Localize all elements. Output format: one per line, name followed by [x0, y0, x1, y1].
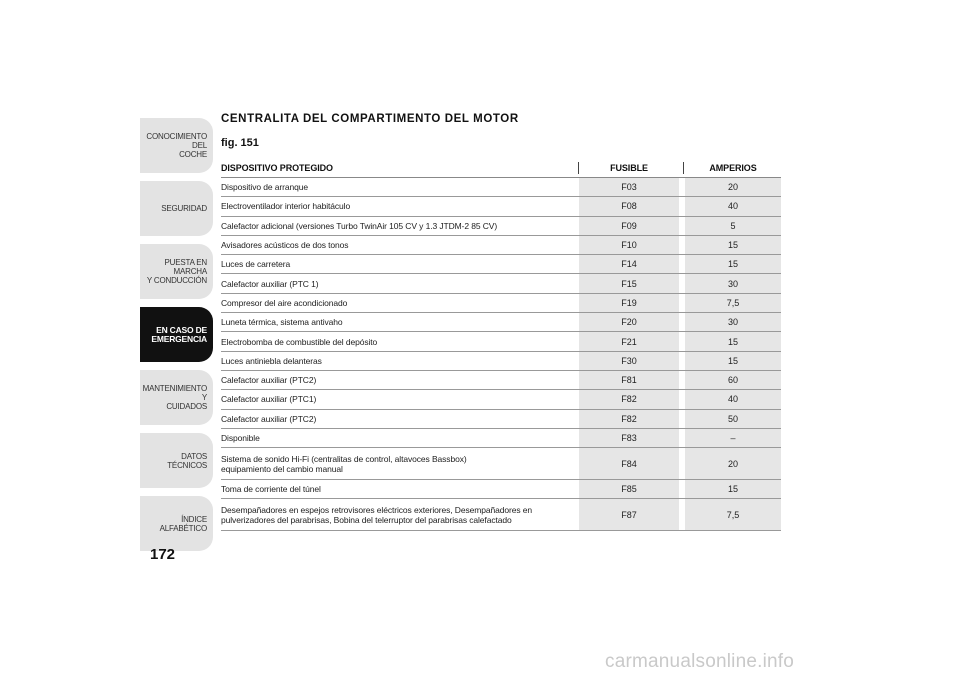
watermark: carmanualsonline.info — [605, 651, 795, 672]
amperes-cell-text: 7,5 — [726, 297, 740, 308]
fuse-cell-text: F30 — [621, 355, 637, 366]
header-fuse: FUSIBLE — [610, 163, 648, 173]
fuse-cell-text: F85 — [621, 484, 637, 495]
device-cell-text: Compresor del aire acondicionado — [221, 297, 348, 308]
device-cell-text: Dispositivo de arranque — [221, 182, 309, 193]
amperes-cell — [685, 294, 781, 312]
fuse-cell-text: F15 — [621, 278, 637, 289]
device-cell-text: Sistema de sonido Hi-Fi (centralitas de control, altavoces Bassbox) equipamiento del cambio manual — [221, 453, 467, 474]
fuse-table — [221, 160, 781, 531]
device-cell-text: Calefactor auxiliar (PTC 1) — [221, 278, 319, 289]
side-tab[interactable] — [140, 370, 213, 425]
table-row — [221, 448, 781, 480]
table-row — [221, 410, 781, 429]
table-row — [221, 371, 781, 390]
amperes-cell-text: 5 — [730, 220, 736, 231]
side-tab-label: SEGURIDAD — [161, 204, 207, 213]
amperes-cell-text: 15 — [727, 355, 738, 366]
fuse-cell — [579, 499, 679, 530]
table-row — [221, 178, 781, 197]
device-cell-text: Luces antiniebla delanteras — [221, 355, 322, 366]
fuse-cell — [579, 332, 679, 350]
amperes-cell-text: 20 — [727, 182, 738, 193]
side-tab[interactable] — [140, 181, 213, 236]
amperes-cell-text: 15 — [727, 240, 738, 251]
fuse-cell — [579, 390, 679, 408]
device-cell — [221, 255, 577, 273]
device-cell — [221, 313, 577, 331]
device-cell-text: Toma de corriente del túnel — [221, 484, 321, 495]
table-row — [221, 197, 781, 216]
table-row — [221, 429, 781, 448]
amperes-cell-text: 50 — [727, 413, 738, 424]
header-device: DISPOSITIVO PROTEGIDO — [221, 163, 333, 173]
side-tab-label: PUESTA EN MARCHA Y CONDUCCIÓN — [146, 258, 207, 285]
fuse-cell — [579, 480, 679, 498]
fuse-cell-text: F19 — [621, 297, 637, 308]
amperes-cell — [685, 499, 781, 530]
amperes-cell — [685, 255, 781, 273]
device-cell — [221, 499, 577, 530]
side-tab-label: ÍNDICE ALFABÉTICO — [159, 514, 207, 533]
fuse-cell — [579, 429, 679, 447]
amperes-cell — [685, 410, 781, 428]
amperes-cell-text: 15 — [727, 484, 738, 495]
side-tab-label: MANTENIMIENTO Y CUIDADOS — [142, 384, 207, 411]
fuse-cell-text: F20 — [621, 317, 637, 328]
device-cell-text: Disponible — [221, 433, 260, 443]
table-row — [221, 480, 781, 499]
table-row — [221, 255, 781, 274]
device-cell-text: Avisadores acústicos de dos tonos — [221, 240, 349, 251]
device-cell-text: Calefactor auxiliar (PTC1) — [221, 394, 317, 405]
fuse-cell-text: F10 — [621, 240, 637, 251]
amperes-cell-text: 7,5 — [726, 509, 740, 520]
amperes-cell-text: 60 — [727, 375, 738, 386]
device-cell — [221, 294, 577, 312]
device-cell-text: Desempañadores en espejos retrovisores eléctricos exteriores, Desempañadores en pulverizadores del parabrisas, Bobina del telerruptor del parabrisas calefactado — [221, 504, 533, 525]
amperes-cell-text: 40 — [727, 394, 738, 405]
fuse-cell-text: F21 — [621, 336, 637, 347]
amperes-cell-text: – — [730, 433, 736, 443]
header-amperes: AMPERIOS — [709, 163, 757, 173]
fuse-cell — [579, 255, 679, 273]
header-divider — [683, 162, 684, 174]
fuse-cell — [579, 410, 679, 428]
side-tab[interactable] — [140, 307, 213, 362]
device-cell — [221, 178, 577, 196]
amperes-cell-text: 30 — [727, 317, 738, 328]
amperes-cell-text: 15 — [727, 336, 738, 347]
device-cell-text: Electrobomba de combustible del depósito — [221, 336, 378, 347]
table-row — [221, 274, 781, 293]
fuse-cell-text: F82 — [621, 394, 637, 405]
fuse-cell — [579, 178, 679, 196]
amperes-cell — [685, 390, 781, 408]
section-title: CENTRALITA DEL COMPARTIMENTO DEL MOTOR — [221, 113, 519, 125]
device-cell — [221, 352, 577, 370]
device-cell-text: Calefactor auxiliar (PTC2) — [221, 375, 317, 386]
device-cell — [221, 197, 577, 215]
fuse-cell-text: F87 — [621, 509, 637, 520]
table-row — [221, 332, 781, 351]
page-number: 172 — [150, 546, 176, 563]
amperes-cell — [685, 313, 781, 331]
device-cell — [221, 480, 577, 498]
device-cell — [221, 371, 577, 389]
fuse-cell — [579, 352, 679, 370]
device-cell — [221, 236, 577, 254]
fuse-cell-text: F14 — [621, 259, 637, 270]
amperes-cell — [685, 429, 781, 447]
fuse-cell-text: F09 — [621, 220, 637, 231]
fuse-cell-text: F81 — [621, 375, 637, 386]
amperes-cell-text: 40 — [727, 201, 738, 212]
side-tab[interactable] — [140, 433, 213, 488]
side-tab-label: CONOCIMIENTO DEL COCHE — [146, 132, 207, 159]
amperes-cell — [685, 236, 781, 254]
device-cell — [221, 429, 577, 447]
amperes-cell-text: 30 — [727, 278, 738, 289]
amperes-cell-text: 15 — [727, 259, 738, 270]
fuse-cell-text: F83 — [621, 433, 637, 443]
fuse-cell — [579, 371, 679, 389]
table-row — [221, 294, 781, 313]
fuse-cell-text: F84 — [621, 458, 637, 469]
fuse-cell — [579, 217, 679, 235]
device-cell — [221, 390, 577, 408]
device-cell — [221, 217, 577, 235]
amperes-cell — [685, 448, 781, 479]
fuse-cell — [579, 197, 679, 215]
device-cell — [221, 448, 577, 479]
figure-reference: fig. 151 — [221, 137, 259, 149]
fuse-cell — [579, 274, 679, 292]
amperes-cell — [685, 352, 781, 370]
device-cell — [221, 332, 577, 350]
amperes-cell — [685, 178, 781, 196]
amperes-cell — [685, 480, 781, 498]
table-row — [221, 499, 781, 531]
device-cell-text: Electroventilador interior habitáculo — [221, 201, 351, 212]
device-cell-text: Calefactor adicional (versiones Turbo TwinAir 105 CV y 1.3 JTDM-2 85 CV) — [221, 220, 498, 231]
table-row — [221, 236, 781, 255]
fuse-cell-text: F08 — [621, 201, 637, 212]
amperes-cell — [685, 371, 781, 389]
fuse-cell — [579, 448, 679, 479]
fuse-cell — [579, 294, 679, 312]
device-cell-text: Luces de carretera — [221, 259, 291, 270]
table-body — [221, 178, 781, 531]
fuse-cell — [579, 313, 679, 331]
device-cell — [221, 410, 577, 428]
table-row — [221, 313, 781, 332]
fuse-cell-text: F03 — [621, 182, 637, 193]
device-cell — [221, 274, 577, 292]
table-row — [221, 390, 781, 409]
side-tab[interactable] — [140, 118, 213, 173]
side-tab-label: EN CASO DE EMERGENCIA — [151, 324, 207, 344]
amperes-cell — [685, 332, 781, 350]
table-row — [221, 352, 781, 371]
table-header — [221, 160, 781, 178]
side-tab[interactable] — [140, 496, 213, 551]
amperes-cell — [685, 274, 781, 292]
device-cell-text: Calefactor auxiliar (PTC2) — [221, 413, 317, 424]
fuse-cell-text: F82 — [621, 413, 637, 424]
amperes-cell-text: 20 — [727, 458, 738, 469]
amperes-cell — [685, 217, 781, 235]
amperes-cell — [685, 197, 781, 215]
fuse-cell — [579, 236, 679, 254]
device-cell-text: Luneta térmica, sistema antivaho — [221, 317, 343, 328]
table-row — [221, 217, 781, 236]
side-tab-label: DATOS TÉCNICOS — [167, 451, 207, 470]
side-tab[interactable] — [140, 244, 213, 299]
